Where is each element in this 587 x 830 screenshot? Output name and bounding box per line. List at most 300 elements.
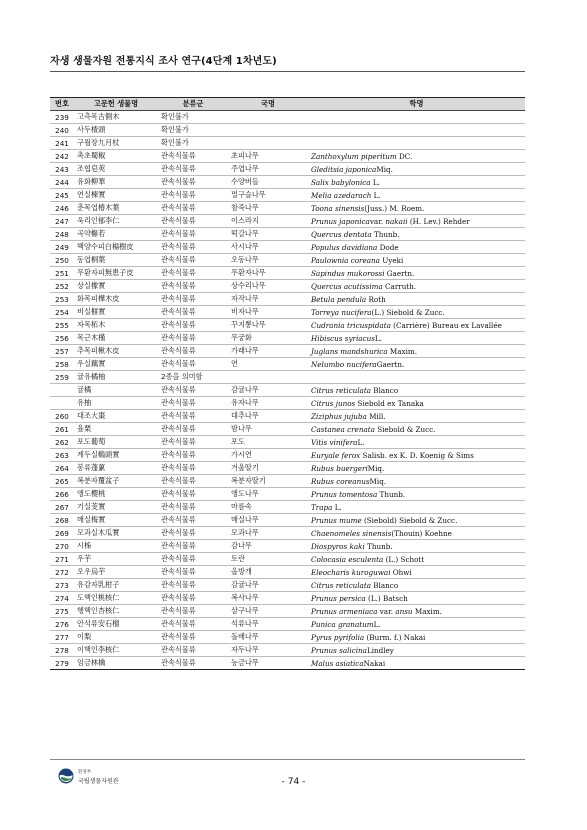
scientific-name-italic: Citrus junos xyxy=(311,398,356,408)
cell-korean-name: 대추나무 xyxy=(228,410,308,423)
cell-taxon: 관속식물류 xyxy=(158,228,228,241)
scientific-name-text: Miq. xyxy=(369,476,387,486)
column-header-scientific-name: 학명 xyxy=(308,98,525,111)
scientific-name-italic: Euryale ferox xyxy=(311,450,361,460)
cell-scientific-name xyxy=(308,644,525,657)
scientific-name-text: Miq. xyxy=(367,463,385,473)
column-header-taxon: 분류군 xyxy=(158,98,228,111)
cell-number: 265 xyxy=(50,475,74,488)
scientific-name-text: (Carrière) Bureau ex Lavallée xyxy=(390,320,502,330)
scientific-name-italic: Malus asiatica xyxy=(311,658,364,668)
table-row xyxy=(50,228,525,241)
cell-old-name: 행핵인杏核仁 xyxy=(74,605,158,618)
cell-number: 253 xyxy=(50,293,74,306)
title-divider xyxy=(50,71,525,72)
scientific-name-italic: Citrus reticulata xyxy=(311,580,372,590)
cell-old-name: 무환자피無患子皮 xyxy=(74,267,158,280)
cell-taxon: 관속식물류 xyxy=(158,306,228,319)
cell-old-name: 임금林檎 xyxy=(74,657,158,670)
table-row xyxy=(50,137,525,150)
table-row xyxy=(50,150,525,163)
cell-number: 266 xyxy=(50,488,74,501)
cell-taxon: 관속식물류 xyxy=(158,202,228,215)
scientific-name-text: Maxim. xyxy=(387,346,418,356)
scientific-name-text: (Burm. f.) Nakai xyxy=(364,632,426,642)
page-number: - 74 - xyxy=(281,777,306,787)
cell-korean-name: 감귤나무 xyxy=(228,579,308,592)
cell-number: 261 xyxy=(50,423,74,436)
cell-old-name: 춘목엽椿木葉 xyxy=(74,202,158,215)
table-row xyxy=(50,527,525,540)
cell-old-name: 조협皂莢 xyxy=(74,163,158,176)
cell-number: 272 xyxy=(50,566,74,579)
cell-number: 239 xyxy=(50,111,74,124)
cell-number: 264 xyxy=(50,462,74,475)
cell-scientific-name xyxy=(308,293,525,306)
cell-korean-name xyxy=(228,137,308,150)
cell-old-name: 화목피樺木皮 xyxy=(74,293,158,306)
cell-scientific-name xyxy=(308,241,525,254)
table-row xyxy=(50,553,525,566)
table-row xyxy=(50,462,525,475)
cell-scientific-name xyxy=(308,111,525,124)
table-row xyxy=(50,644,525,657)
cell-old-name: 율栗 xyxy=(74,423,158,436)
scientific-name-italic: Paulownia coreana xyxy=(311,255,380,265)
cell-old-name: 촉초蜀椒 xyxy=(74,150,158,163)
table-row xyxy=(50,618,525,631)
cell-number: 257 xyxy=(50,345,74,358)
scientific-name-italic: Prunus mume xyxy=(311,515,362,525)
cell-old-name: 유柚 xyxy=(74,397,158,410)
cell-number: 255 xyxy=(50,319,74,332)
cell-number: 274 xyxy=(50,592,74,605)
cell-korean-name: 주엽나무 xyxy=(228,163,308,176)
table-row xyxy=(50,371,525,384)
scientific-name-italic: Vitis vinifera xyxy=(311,437,358,447)
cell-taxon: 관속식물류 xyxy=(158,358,228,371)
cell-scientific-name xyxy=(308,345,525,358)
cell-taxon: 관속식물류 xyxy=(158,618,228,631)
cell-scientific-name xyxy=(308,215,525,228)
cell-scientific-name xyxy=(308,202,525,215)
cell-scientific-name xyxy=(308,150,525,163)
cell-korean-name: 비자나무 xyxy=(228,306,308,319)
cell-number: 244 xyxy=(50,176,74,189)
cell-old-name: 사두楂頭 xyxy=(74,124,158,137)
table-row xyxy=(50,189,525,202)
cell-taxon: 관속식물류 xyxy=(158,280,228,293)
cell-taxon: 관속식물류 xyxy=(158,384,228,397)
cell-korean-name: 복분자딸기 xyxy=(228,475,308,488)
cell-old-name: 복분자覆盆子 xyxy=(74,475,158,488)
cell-scientific-name xyxy=(308,501,525,514)
cell-taxon: 관속식물류 xyxy=(158,449,228,462)
cell-number: 262 xyxy=(50,436,74,449)
scientific-name-italic: Prunus persica xyxy=(311,593,366,603)
scientific-name-italic: Toona sinensis xyxy=(311,203,365,213)
cell-old-name: 귤유橘柚 xyxy=(74,371,158,384)
cell-old-name: 안석류安石榴 xyxy=(74,618,158,631)
cell-korean-name xyxy=(228,124,308,137)
cell-taxon: 관속식물류 xyxy=(158,241,228,254)
scientific-name-italic: Citrus reticulata xyxy=(311,385,372,395)
scientific-name-text: Uyeki xyxy=(379,255,404,265)
cell-scientific-name xyxy=(308,592,525,605)
scientific-name-text: L. xyxy=(371,190,381,200)
cell-korean-name: 매실나무 xyxy=(228,514,308,527)
scientific-name-text: var. xyxy=(369,216,386,226)
cell-taxon: 확인불가 xyxy=(158,124,228,137)
cell-taxon: 관속식물류 xyxy=(158,501,228,514)
cell-taxon: 확인불가 xyxy=(158,111,228,124)
scientific-name-text: (L.) Schott xyxy=(383,554,425,564)
scientific-name-italic: Pyrus pyrifolia xyxy=(311,632,365,642)
scientific-name-italic: Trapa xyxy=(311,502,333,512)
scientific-name-text: Roth xyxy=(366,294,386,304)
scientific-name-italic: Sapindus mukorossi xyxy=(311,268,385,278)
table-row xyxy=(50,605,525,618)
cell-number: 242 xyxy=(50,150,74,163)
scientific-name-text: Miq. xyxy=(376,164,393,174)
table-row xyxy=(50,514,525,527)
cell-taxon: 관속식물류 xyxy=(158,631,228,644)
scientific-name-italic: Ziziphus jujuba xyxy=(311,411,367,421)
cell-old-name: 오우烏芋 xyxy=(74,566,158,579)
cell-number: 254 xyxy=(50,306,74,319)
cell-taxon: 관속식물류 xyxy=(158,189,228,202)
cell-old-name: 시柹 xyxy=(74,540,158,553)
cell-scientific-name xyxy=(308,332,525,345)
table-body xyxy=(50,111,525,670)
scientific-name-italic: Zanthoxylum piperitum xyxy=(311,151,397,161)
cell-korean-name: 참죽나무 xyxy=(228,202,308,215)
scientific-name-italic: Diospyros kaki xyxy=(311,541,365,551)
table-row xyxy=(50,592,525,605)
cell-old-name: 추목피楸木皮 xyxy=(74,345,158,358)
scientific-name-italic: ansu xyxy=(395,606,413,616)
cell-number: 252 xyxy=(50,280,74,293)
cell-taxon: 관속식물류 xyxy=(158,644,228,657)
cell-scientific-name xyxy=(308,280,525,293)
table-row xyxy=(50,397,525,410)
scientific-name-italic: Punica granatum xyxy=(311,619,374,629)
cell-old-name: 우실藕實 xyxy=(74,358,158,371)
cell-korean-name: 꾸지뽕나무 xyxy=(228,319,308,332)
cell-korean-name: 토란 xyxy=(228,553,308,566)
cell-number: 251 xyxy=(50,267,74,280)
cell-korean-name: 모과나무 xyxy=(228,527,308,540)
cell-number: 249 xyxy=(50,241,74,254)
table-row xyxy=(50,631,525,644)
table-row xyxy=(50,111,525,124)
cell-korean-name: 돌배나무 xyxy=(228,631,308,644)
cell-korean-name: 떡갈나무 xyxy=(228,228,308,241)
cell-old-name: 구월장九月杖 xyxy=(74,137,158,150)
cell-taxon: 관속식물류 xyxy=(158,163,228,176)
cell-old-name: 모과실木瓜實 xyxy=(74,527,158,540)
cell-old-name: 곡약槲若 xyxy=(74,228,158,241)
scientific-name-italic: Torreya nucifera xyxy=(311,307,372,317)
cell-scientific-name xyxy=(308,176,525,189)
scientific-name-text: (Thouin) Koehne xyxy=(391,528,452,538)
table-row xyxy=(50,215,525,228)
cell-taxon: 관속식물류 xyxy=(158,488,228,501)
cell-scientific-name xyxy=(308,189,525,202)
cell-number: 247 xyxy=(50,215,74,228)
cell-korean-name: 멀구슬나무 xyxy=(228,189,308,202)
cell-number: 259 xyxy=(50,371,74,384)
scientific-name-italic: Juglans mandshurica xyxy=(311,346,388,356)
table-row xyxy=(50,319,525,332)
cell-korean-name: 오동나무 xyxy=(228,254,308,267)
cell-scientific-name xyxy=(308,605,525,618)
cell-number: 245 xyxy=(50,189,74,202)
cell-old-name: 우芋 xyxy=(74,553,158,566)
cell-number: 270 xyxy=(50,540,74,553)
scientific-name-text: Blanco xyxy=(371,580,399,590)
cell-old-name: 고측목古側木 xyxy=(74,111,158,124)
cell-old-name: 포도葡萄 xyxy=(74,436,158,449)
cell-scientific-name xyxy=(308,371,525,384)
cell-number: 275 xyxy=(50,605,74,618)
column-header-old-name: 고문헌 생물명 xyxy=(74,98,158,111)
table-row xyxy=(50,566,525,579)
cell-old-name: 이핵인李核仁 xyxy=(74,644,158,657)
cell-scientific-name xyxy=(308,540,525,553)
cell-taxon: 관속식물류 xyxy=(158,150,228,163)
cell-korean-name: 연 xyxy=(228,358,308,371)
cell-korean-name: 살구나무 xyxy=(228,605,308,618)
cell-old-name: 봉류蓬蔂 xyxy=(74,462,158,475)
cell-number: 263 xyxy=(50,449,74,462)
cell-scientific-name xyxy=(308,163,525,176)
cell-scientific-name xyxy=(308,657,525,670)
scientific-name-italic: Populus davidiana xyxy=(311,242,378,252)
cell-korean-name: 초피나무 xyxy=(228,150,308,163)
scientific-name-text: Siebold & Zucc. xyxy=(374,424,436,434)
scientific-name-italic: Gleditsia japonica xyxy=(311,164,377,174)
cell-taxon: 관속식물류 xyxy=(158,475,228,488)
cell-old-name: 귤橘 xyxy=(74,384,158,397)
cell-korean-name: 앵도나무 xyxy=(228,488,308,501)
cell-number: 278 xyxy=(50,644,74,657)
cell-scientific-name xyxy=(308,618,525,631)
table-row xyxy=(50,254,525,267)
cell-scientific-name xyxy=(308,579,525,592)
table-row xyxy=(50,384,525,397)
scientific-name-text: DC. xyxy=(396,151,413,161)
scientific-name-text: L. xyxy=(374,333,382,343)
scientific-name-text: L. xyxy=(357,437,365,447)
scientific-name-text: Ohwi xyxy=(390,567,412,577)
scientific-name-italic: Quercus dentata xyxy=(311,229,372,239)
cell-old-name: 연실楝實 xyxy=(74,189,158,202)
cell-number: 273 xyxy=(50,579,74,592)
cell-old-name: 기실芰實 xyxy=(74,501,158,514)
table-row xyxy=(50,176,525,189)
cell-scientific-name xyxy=(308,319,525,332)
scientific-name-text: Siebold ex Tanaka xyxy=(355,398,424,408)
scientific-name-italic: Nelumbo nucifera xyxy=(311,359,377,369)
cell-number: 246 xyxy=(50,202,74,215)
cell-number: 258 xyxy=(50,358,74,371)
cell-scientific-name xyxy=(308,553,525,566)
cell-korean-name: 밤나무 xyxy=(228,423,308,436)
cell-old-name: 목근木槿 xyxy=(74,332,158,345)
cell-scientific-name xyxy=(308,449,525,462)
scientific-name-text: Thunb. xyxy=(364,541,393,551)
scientific-name-italic: Salix babylonica xyxy=(311,177,371,187)
scientific-name-text: L. xyxy=(373,619,381,629)
cell-old-name: 계두실鷄頭實 xyxy=(74,449,158,462)
table-row xyxy=(50,475,525,488)
cell-number: 243 xyxy=(50,163,74,176)
cell-korean-name: 능금나무 xyxy=(228,657,308,670)
ministry-label: 환경부 xyxy=(78,770,92,775)
table-row xyxy=(50,345,525,358)
cell-taxon: 관속식물류 xyxy=(158,410,228,423)
table-row xyxy=(50,202,525,215)
cell-taxon: 관속식물류 xyxy=(158,176,228,189)
scientific-name-italic: Prunus armeniaca xyxy=(311,606,378,616)
cell-korean-name: 무궁화 xyxy=(228,332,308,345)
cell-scientific-name xyxy=(308,228,525,241)
scientific-name-text: (Siebold) Siebold & Zucc. xyxy=(361,515,458,525)
cell-korean-name: 올방개 xyxy=(228,566,308,579)
scientific-name-text: Thunb. xyxy=(371,229,400,239)
institute-name: 국립생물자원관 xyxy=(78,778,119,785)
cell-scientific-name xyxy=(308,436,525,449)
cell-scientific-name xyxy=(308,488,525,501)
scientific-name-text: Gaertn. xyxy=(376,359,405,369)
cell-scientific-name xyxy=(308,631,525,644)
table-row xyxy=(50,436,525,449)
cell-number: 271 xyxy=(50,553,74,566)
cell-scientific-name xyxy=(308,410,525,423)
table-row xyxy=(50,501,525,514)
cell-scientific-name xyxy=(308,267,525,280)
cell-korean-name: 자작나무 xyxy=(228,293,308,306)
cell-korean-name: 상수리나무 xyxy=(228,280,308,293)
cell-number xyxy=(50,397,74,410)
cell-scientific-name xyxy=(308,475,525,488)
scientific-name-italic: Cudrania tricuspidata xyxy=(311,320,391,330)
cell-taxon: 관속식물류 xyxy=(158,267,228,280)
scientific-name-italic: Betula pendula xyxy=(311,294,367,304)
scientific-name-text: Blanco xyxy=(371,385,399,395)
scientific-name-text: L. xyxy=(370,177,380,187)
cell-scientific-name xyxy=(308,527,525,540)
cell-taxon: 관속식물류 xyxy=(158,397,228,410)
cell-taxon: 관속식물류 xyxy=(158,319,228,332)
scientific-name-italic: Hibiscus syriacus xyxy=(311,333,375,343)
table-header-row xyxy=(50,98,525,111)
cell-korean-name: 석류나무 xyxy=(228,618,308,631)
species-table xyxy=(50,97,525,670)
cell-old-name: 도핵인桃核仁 xyxy=(74,592,158,605)
cell-old-name: 유화柳華 xyxy=(74,176,158,189)
scientific-name-text: Carruth. xyxy=(382,281,417,291)
scientific-name-italic: nakaii xyxy=(385,216,408,226)
cell-scientific-name xyxy=(308,124,525,137)
cell-old-name: 백양수피白楊樹皮 xyxy=(74,241,158,254)
cell-taxon: 확인불가 xyxy=(158,137,228,150)
cell-scientific-name xyxy=(308,566,525,579)
cell-scientific-name xyxy=(308,462,525,475)
cell-number: 276 xyxy=(50,618,74,631)
cell-old-name: 비실榧實 xyxy=(74,306,158,319)
cell-taxon: 관속식물류 xyxy=(158,566,228,579)
cell-taxon: 관속식물류 xyxy=(158,462,228,475)
cell-taxon: 관속식물류 xyxy=(158,293,228,306)
cell-korean-name: 사시나무 xyxy=(228,241,308,254)
cell-korean-name: 겨울딸기 xyxy=(228,462,308,475)
scientific-name-italic: Chaenomeles sinensis xyxy=(311,528,392,538)
cell-scientific-name xyxy=(308,384,525,397)
cell-number: 269 xyxy=(50,527,74,540)
cell-korean-name: 감나무 xyxy=(228,540,308,553)
scientific-name-italic: Eleocharis kuroguwai xyxy=(311,567,391,577)
scientific-name-italic: Rubus coreanus xyxy=(311,476,370,486)
cell-korean-name: 마름속 xyxy=(228,501,308,514)
scientific-name-text: Lindley xyxy=(366,645,394,655)
cell-number: 268 xyxy=(50,514,74,527)
cell-old-name: 동엽桐葉 xyxy=(74,254,158,267)
cell-number xyxy=(50,384,74,397)
cell-old-name: 자목柘木 xyxy=(74,319,158,332)
scientific-name-text: Salisb. ex K. D. Koenig & Sims xyxy=(360,450,474,460)
cell-old-name: 이梨 xyxy=(74,631,158,644)
column-header-number: 번호 xyxy=(50,98,74,111)
cell-old-name: 상실橡實 xyxy=(74,280,158,293)
cell-number: 279 xyxy=(50,657,74,670)
cell-taxon: 관속식물류 xyxy=(158,579,228,592)
cell-korean-name: 가시연 xyxy=(228,449,308,462)
scientific-name-italic: Melia azedarach xyxy=(311,190,372,200)
scientific-name-text: (L.) Siebold & Zucc. xyxy=(371,307,445,317)
scientific-name-text: Thunb. xyxy=(377,489,406,499)
cell-korean-name: 유자나무 xyxy=(228,397,308,410)
cell-taxon: 관속식물류 xyxy=(158,436,228,449)
scientific-name-italic: Prunus salicina xyxy=(311,645,367,655)
table-row xyxy=(50,449,525,462)
scientific-name-italic: Quercus acutissima xyxy=(311,281,383,291)
table-row xyxy=(50,293,525,306)
cell-korean-name: 가래나무 xyxy=(228,345,308,358)
scientific-name-text: Mill. xyxy=(366,411,386,421)
cell-taxon: 관속식물류 xyxy=(158,332,228,345)
cell-number: 277 xyxy=(50,631,74,644)
cell-korean-name: 감귤나무 xyxy=(228,384,308,397)
scientific-name-italic: Prunus tomentosa xyxy=(311,489,378,499)
column-header-korean-name: 국명 xyxy=(228,98,308,111)
scientific-name-text: Maxim. xyxy=(412,606,442,616)
cell-korean-name: 복사나무 xyxy=(228,592,308,605)
cell-korean-name: 수양버들 xyxy=(228,176,308,189)
table-row xyxy=(50,410,525,423)
table-row xyxy=(50,579,525,592)
cell-scientific-name xyxy=(308,397,525,410)
cell-taxon: 관속식물류 xyxy=(158,514,228,527)
cell-korean-name xyxy=(228,371,308,384)
table-row xyxy=(50,488,525,501)
scientific-name-text: Nakai xyxy=(363,658,386,668)
table-row xyxy=(50,241,525,254)
cell-korean-name: 포도 xyxy=(228,436,308,449)
table-row xyxy=(50,540,525,553)
table-row xyxy=(50,423,525,436)
